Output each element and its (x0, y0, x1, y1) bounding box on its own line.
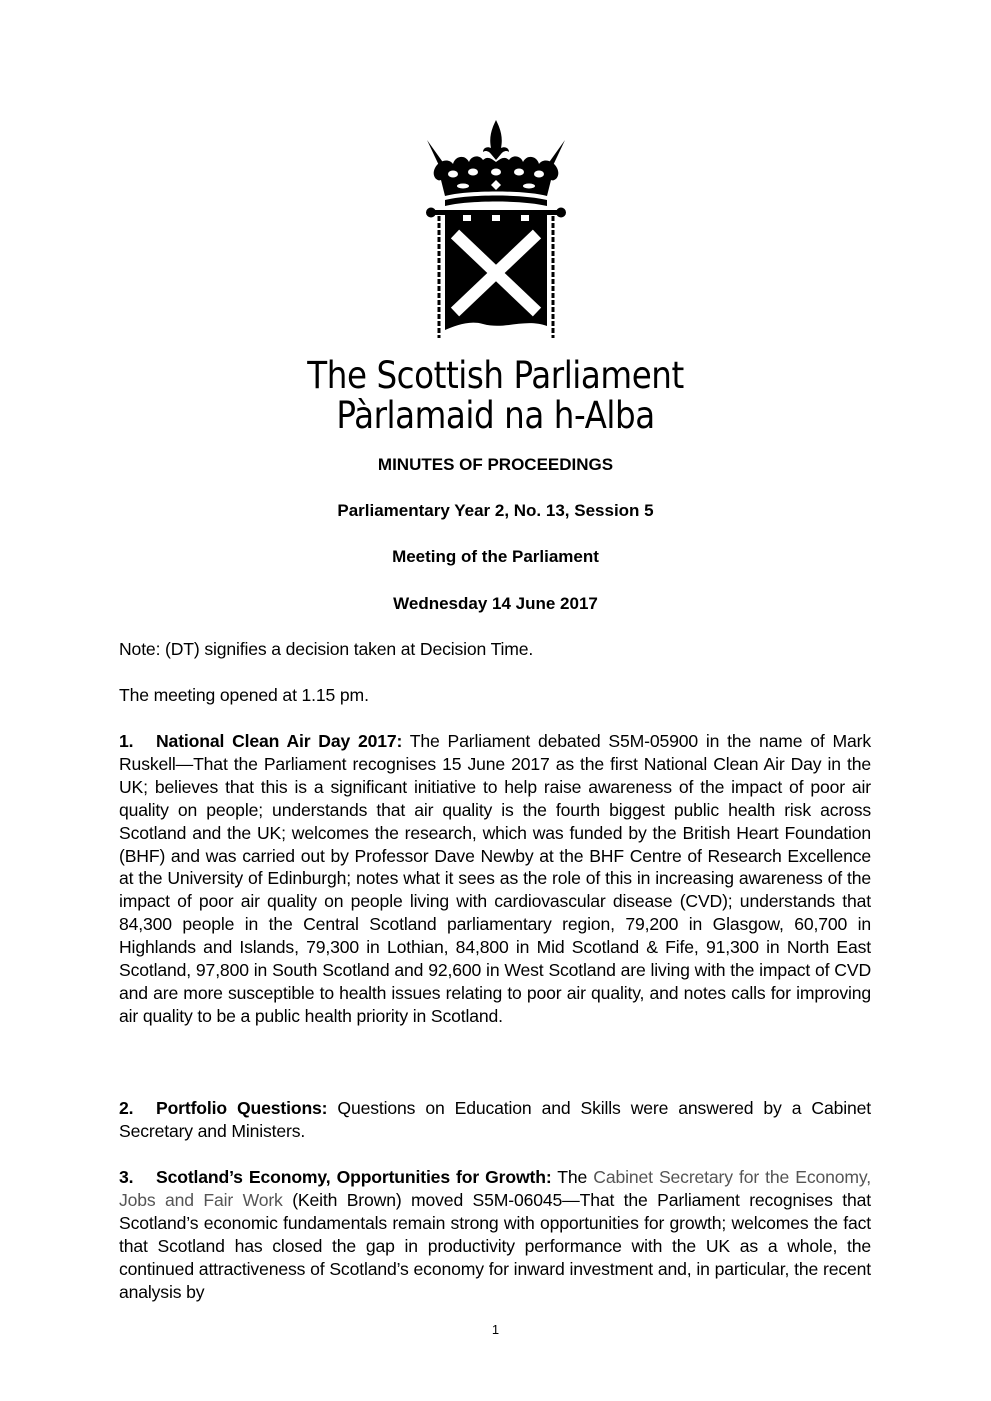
page-number: 1 (491, 1322, 500, 1337)
item-number: 3. (119, 1167, 134, 1187)
parliament-name-gaelic: Pàrlamaid na h-Alba (336, 394, 655, 437)
item-number: 2. (119, 1098, 134, 1118)
meeting-opened-text: The meeting opened at 1.15 pm. (119, 685, 369, 705)
scottish-parliament-crest-icon (425, 116, 567, 342)
item-body: The Parliament debated S5M-05900 in the name of Mark Ruskell—That the Parliament recognises 15 June 2017 as the first National Clean Air Day in the UK; believes that this is a significant initiative to help raise awareness of the impact of poor air quality on people; understands that air quality is the fourth biggest public health risk across Scotland and the UK; welcomes the research, which was funded by the British Heart Foundation (BHF) and was carried out by Professor Dave Newby at the BHF Centre of Research Excellence at the University of Edinburgh; notes what it sees as the role of this in increasing awareness of the impact of poor air quality on people living with cardiovascular disease (CVD); understands that 84,300 people in the Central Scotland parliamentary region, 79,200 in Glasgow, 60,700 in Highlands and Islands, 79,300 in Lothian, 84,800 in Mid Scotland & Fife, 91,300 in North East Scotland, 97,800 in South Scotland and 92,600 in West Scotland are living with the impact of CVD and are more susceptible to health issues relating to poor air quality, and notes calls for improving air quality to be a public health priority in Scotland. (119, 731, 871, 1026)
item-number: 1. (119, 731, 134, 751)
agenda-item-3 (119, 1166, 871, 1303)
item-body-intro: The (551, 1167, 594, 1187)
item-body: Questions on Education and Skills were answered by a Cabinet Secretary and Ministers. (119, 1098, 871, 1141)
document-type-heading: MINUTES OF PROCEEDINGS (377, 455, 614, 474)
meeting-heading: Meeting of the Parliament (392, 547, 599, 566)
item-body: (Keith Brown) moved S5M-06045—That the Parliament recognises that Scotland’s economic fundamentals remain strong with opportunities for growth; welcomes the fact that Scotland has closed the gap in productivity performance with the UK as a whole, the continued attractiveness of Scotland’s economy for inward investment and, in particular, the recent analysis by (119, 1189, 872, 1302)
parliament-name-english: The Scottish Parliament (307, 354, 684, 397)
meeting-date-heading: Wednesday 14 June 2017 (393, 594, 598, 613)
item-title: Scotland’s Economy, Opportunities for Growth: (156, 1167, 552, 1187)
item-title: National Clean Air Day 2017: (156, 731, 403, 751)
decision-time-note: Note: (DT) signifies a decision taken at Decision Time. (119, 639, 534, 659)
cabinet-secretary-link[interactable]: Cabinet Secretary for the Economy, Jobs and Fair Work (119, 1167, 871, 1210)
item-title: Portfolio Questions: (156, 1098, 328, 1118)
agenda-item-2 (119, 1097, 871, 1143)
parliamentary-year-heading: Parliamentary Year 2, No. 13, Session 5 (337, 501, 654, 520)
agenda-item-1 (119, 730, 871, 1028)
